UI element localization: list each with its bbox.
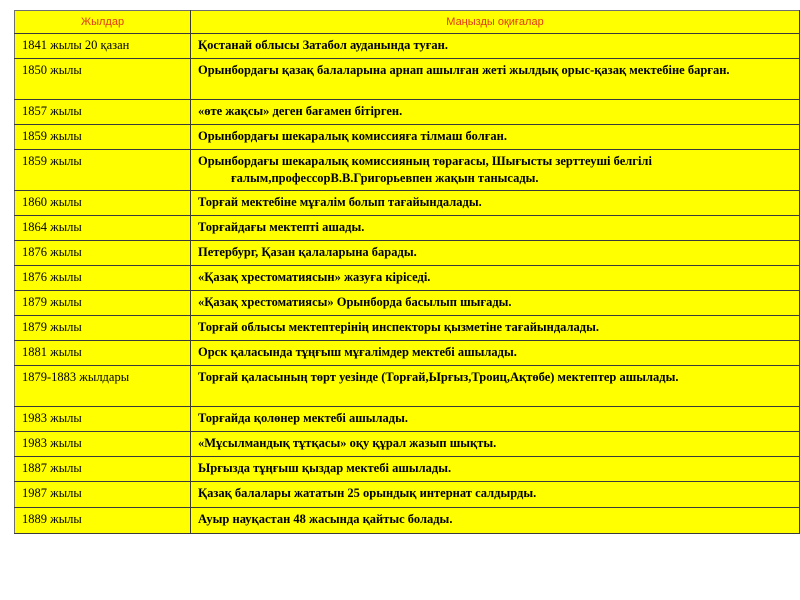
- year-cell: 1987 жылы: [15, 482, 191, 508]
- event-cell: [191, 150, 800, 191]
- table-row: [15, 508, 800, 534]
- event-text: Орынбордағы шекаралық комиссияның төрағасы, Шығысты зерттеуші белгілі ғалым,профессорВ.В.Григорьевпен жақын танысады.: [198, 154, 652, 185]
- table-row: [15, 191, 800, 216]
- table-row: [15, 241, 800, 266]
- table-row: [15, 341, 800, 366]
- table-header-row: [15, 11, 800, 34]
- event-cell: [191, 191, 800, 216]
- chronology-table: [14, 10, 800, 534]
- event-cell: [191, 125, 800, 150]
- event-text: Торғайдағы мектепті ашады.: [198, 220, 365, 234]
- event-cell: [191, 407, 800, 432]
- year-cell: 1857 жылы: [15, 100, 191, 125]
- event-text: Торғай облысы мектептерінің инспекторы қызметіне тағайындалады.: [198, 320, 600, 334]
- event-cell: [191, 241, 800, 266]
- table-row: [15, 457, 800, 482]
- event-text: Ырғызда тұңғыш қыздар мектебі ашылады.: [198, 461, 452, 475]
- event-text: «Мұсылмандық тұтқасы» оқу құрал жазып шықты.: [198, 436, 497, 450]
- event-text: Орынбордағы қазақ балаларына арнап ашылған жеті жылдық орыс-қазақ мектебіне барған.: [198, 63, 730, 77]
- event-cell: [191, 482, 800, 508]
- table-row: [15, 432, 800, 457]
- year-cell: 1841 жылы 20 қазан: [15, 34, 191, 59]
- year-cell: 1881 жылы: [15, 341, 191, 366]
- year-cell: 1983 жылы: [15, 432, 191, 457]
- event-text: Орск қаласында тұңғыш мұғалімдер мектебі ашылады.: [198, 345, 517, 359]
- header-years: Жылдар: [15, 11, 191, 34]
- event-text: Торғай қаласының төрт уезінде (Торғай,Ырғыз,Троиц,Ақтөбе) мектептер ашылады.: [198, 370, 679, 384]
- event-cell: [191, 34, 800, 59]
- year-cell: 1860 жылы: [15, 191, 191, 216]
- year-cell: 1879 жылы: [15, 291, 191, 316]
- event-text: Торғайда қолөнер мектебі ашылады.: [198, 411, 409, 425]
- event-cell: [191, 291, 800, 316]
- table-row: [15, 59, 800, 100]
- table-row: [15, 266, 800, 291]
- table-row: [15, 216, 800, 241]
- year-cell: 1876 жылы: [15, 241, 191, 266]
- header-events: Маңызды оқиғалар: [191, 11, 800, 34]
- table-row: [15, 150, 800, 191]
- table-row: [15, 34, 800, 59]
- event-cell: [191, 457, 800, 482]
- event-text: Торғай мектебіне мұғалім болып тағайындалады.: [198, 195, 482, 209]
- year-cell: 1859 жылы: [15, 150, 191, 191]
- year-cell: 1983 жылы: [15, 407, 191, 432]
- year-cell: 1876 жылы: [15, 266, 191, 291]
- table-row: [15, 366, 800, 407]
- event-text: Қазақ балалары жататын 25 орындық интернат салдырды.: [198, 486, 537, 500]
- event-cell: [191, 316, 800, 341]
- year-cell: 1850 жылы: [15, 59, 191, 100]
- table-row: [15, 482, 800, 508]
- year-cell: 1864 жылы: [15, 216, 191, 241]
- year-cell: 1889 жылы: [15, 508, 191, 534]
- event-cell: [191, 366, 800, 407]
- year-cell: 1879 жылы: [15, 316, 191, 341]
- table-row: [15, 125, 800, 150]
- year-cell: 1887 жылы: [15, 457, 191, 482]
- event-cell: [191, 266, 800, 291]
- table-row: [15, 291, 800, 316]
- event-text: «Қазақ хрестоматиясы» Орынборда басылып шығады.: [198, 295, 512, 309]
- year-cell: 1859 жылы: [15, 125, 191, 150]
- event-cell: [191, 341, 800, 366]
- event-text: «өте жақсы» деген бағамен бітірген.: [198, 104, 403, 118]
- year-cell: 1879-1883 жылдары: [15, 366, 191, 407]
- event-text: Орынбордағы шекаралық комиссияға тілмаш болған.: [198, 129, 507, 143]
- event-text: Ауыр науқастан 48 жасында қайтыс болады.: [198, 512, 453, 526]
- event-cell: [191, 59, 800, 100]
- event-cell: [191, 216, 800, 241]
- table-row: [15, 316, 800, 341]
- table-row: [15, 100, 800, 125]
- table-row: [15, 407, 800, 432]
- event-cell: [191, 100, 800, 125]
- event-text: Петербург, Қазан қалаларына барады.: [198, 245, 417, 259]
- event-cell: [191, 432, 800, 457]
- event-text: Қостанай облысы Затабол ауданында туған.: [198, 38, 448, 52]
- event-text: «Қазақ хрестоматиясын» жазуға кіріседі.: [198, 270, 431, 284]
- event-cell: [191, 508, 800, 534]
